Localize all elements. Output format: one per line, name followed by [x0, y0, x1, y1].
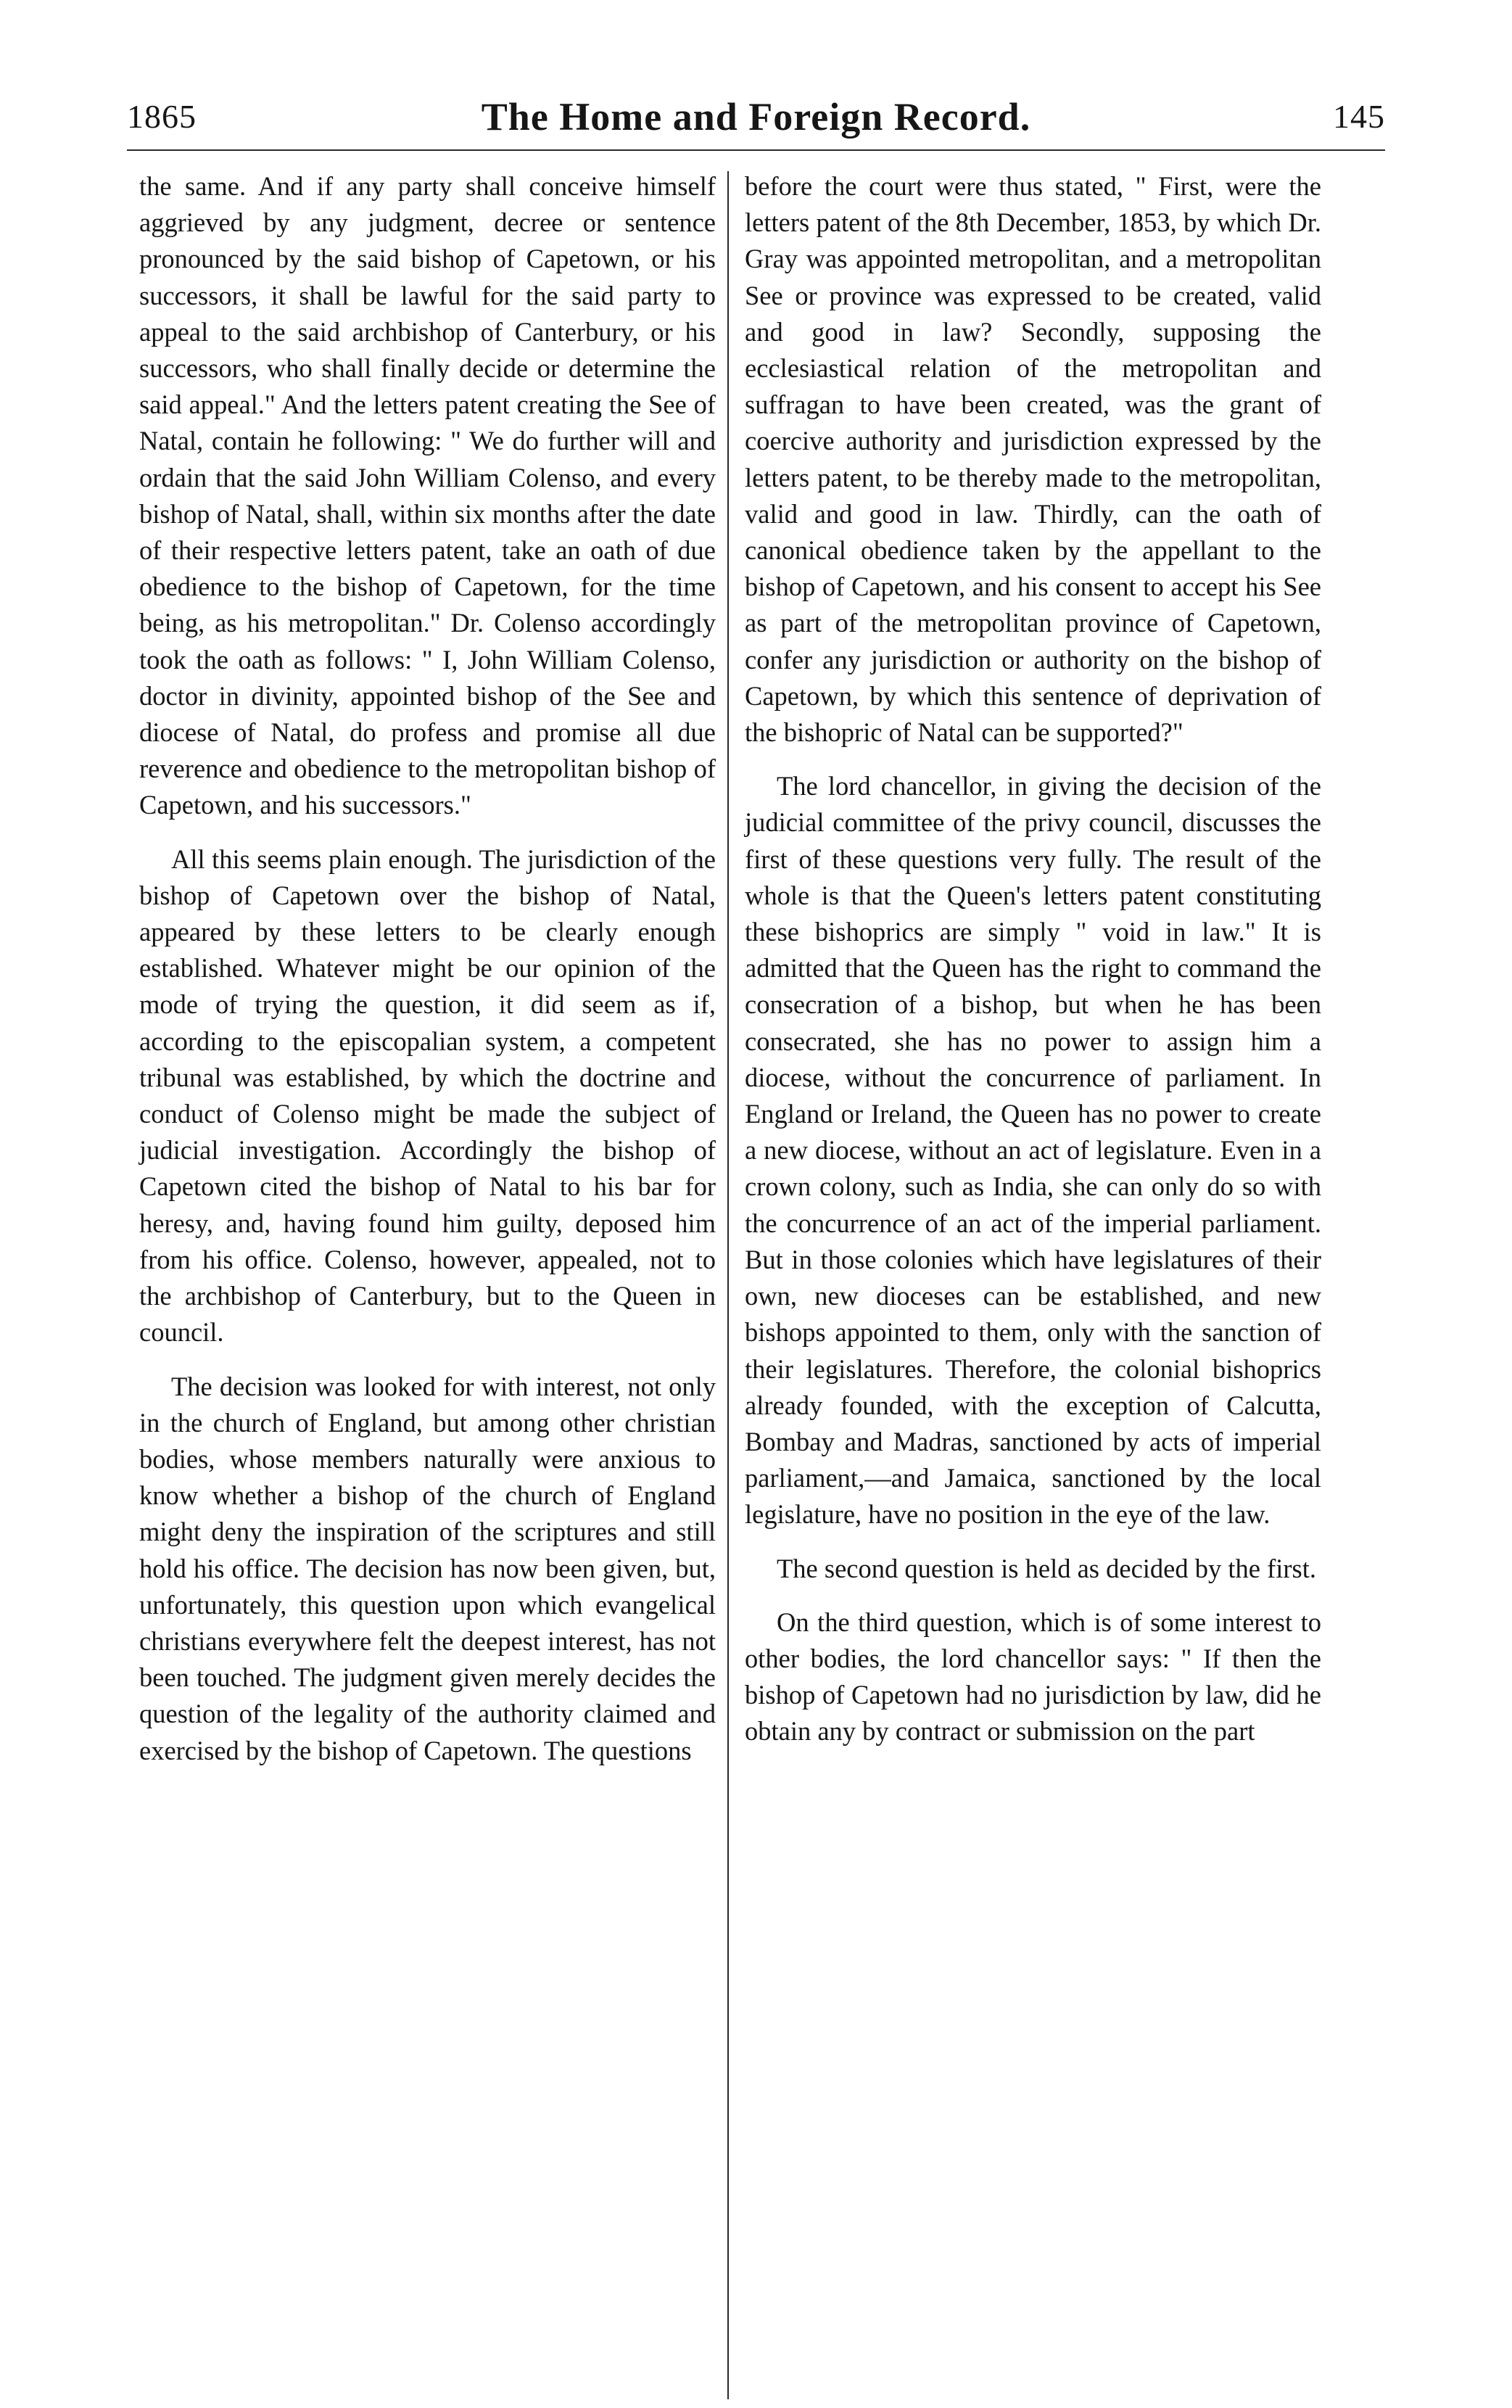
header-title: The Home and Foreign Record.: [481, 95, 1031, 139]
paragraph: The lord chancellor, in giving the decision of the judicial committee of the privy council, discusses the first of these questions very fully. The result of the whole is that the Queen's letters patent constituting these bishoprics are simply " void in law." It is admitted that the Queen has the right to command the consecration of a bishop, but when he has been consecrated, she has no power to assign him a diocese, without the concurrence of parliament. In England or Ireland, the Queen has no power to create a new diocese, without an act of legislature. Even in a crown colony, such as India, she can only do so with the concurrence of an act of the imperial parliament. But in those colonies which have legislatures of their own, new dioceses can be established, and new bishops appointed to them, only with the sanction of their legislatures. Therefore, the colonial bishoprics already founded, with the exception of Calcutta, Bombay and Madras, sanctioned by acts of imperial parliament,—and Jamaica, sanctioned by the local legislature, have no position in the eye of the law.: [745, 771, 1321, 1530]
paragraph: The second question is held as decided by the first.: [777, 1553, 1317, 1583]
paragraph: On the third question, which is of some interest to other bodies, the lord chancellor says: " If then the bishop of Capetown had no jurisdiction by law, did he obtain any by contract or submission on the part: [745, 1607, 1321, 1747]
right-column: [745, 168, 1321, 1750]
column-divider: [727, 171, 729, 2399]
running-header: [127, 93, 1385, 151]
paragraph: the same. And if any party shall conceive himself aggrieved by any judgment, decree or sentence pronounced by the said bishop of Capetown, or his successors, it shall be lawful for the said party to appeal to the said archbishop of Canterbury, or his successors, who shall finally decide or determine the said appeal." And the letters patent creating the See of Natal, contain he following: " We do further will and ordain that the said John William Colenso, and every bishop of Natal, shall, within six months after the date of their respective letters patent, take an oath of due obedience to the bishop of Capetown, for the time being, as his metropolitan." Dr. Colenso accordingly took the oath as follows: " I, John William Colenso, doctor in divinity, appointed bishop of the See and diocese of Natal, do profess and promise all due reverence and obedience to the metropolitan bishop of Capetown, and his successors.": [139, 171, 716, 820]
paragraph: before the court were thus stated, " First, were the letters patent of the 8th December, 1853, by which Dr. Gray was appointed metropolitan, and a metropolitan See or province was expressed to be created, valid and good in law? Secondly, supposing the ecclesiastical relation of the metropolitan and suffragan to have been created, was the grant of coercive authority and jurisdiction expressed by the letters patent, to be thereby made to the metropolitan, valid and good in law. Thirdly, can the oath of canonical obedience taken by the appellant to the bishop of Capetown, and his consent to accept his See as part of the metropolitan province of Capetown, confer any jurisdiction or authority on the bishop of Capetown, by which this sentence of deprivation of the bishopric of Natal can be supported?": [745, 171, 1321, 748]
left-column: [139, 168, 716, 1769]
header-year: 1865: [127, 98, 197, 135]
paragraph: The decision was looked for with interest, not only in the church of England, but among other christian bodies, whose members naturally were anxious to know whether a bishop of the church of England might deny the inspiration of the scriptures and still hold his office. The decision has now been given, but, unfortunately, this question upon which evangelical christians everywhere felt the deepest interest, has not been touched. The judgment given merely decides the question of the legality of the authority claimed and exercised by the bishop of Capetown. The questions: [139, 1371, 716, 1765]
page-number: 145: [1333, 98, 1385, 135]
paragraph: All this seems plain enough. The jurisdiction of the bishop of Capetown over the bishop of Natal, appeared by these letters to be clearly enough established. Whatever might be our opinion of the mode of trying the question, it did seem as if, according to the episcopalian system, a competent tribunal was established, by which the doctrine and conduct of Colenso might be made the subject of judicial investigation. Accordingly the bishop of Capetown cited the bishop of Natal to his bar for heresy, and, having found him guilty, deposed him from his office. Colenso, however, appealed, not to the archbishop of Canterbury, but to the Queen in council.: [139, 844, 716, 1348]
header-rule: [127, 149, 1385, 151]
